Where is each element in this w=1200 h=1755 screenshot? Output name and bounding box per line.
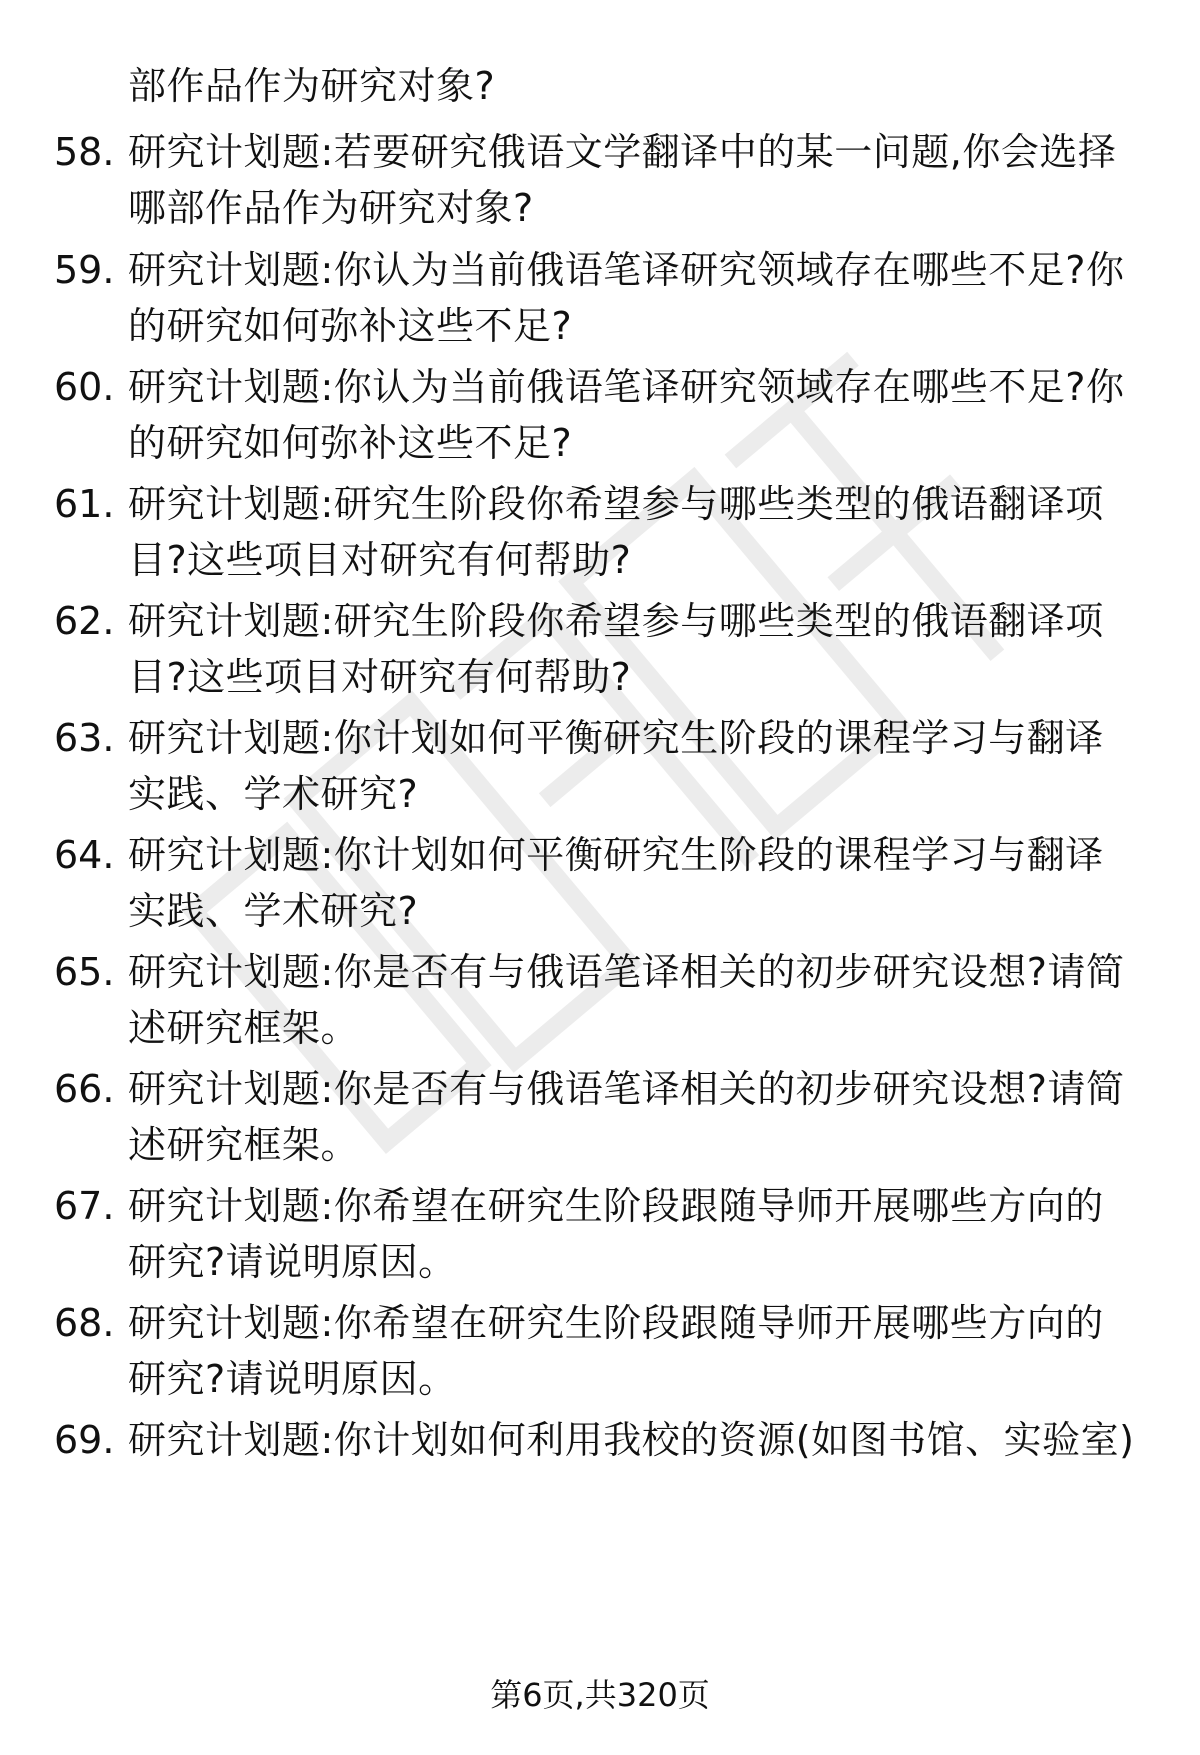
question-number: 69. (54, 1418, 115, 1462)
question-text: 研究计划题:你希望在研究生阶段跟随导师开展哪些方向的研究?请说明原因。 (128, 1184, 1104, 1284)
question-text: 研究计划题:若要研究俄语文学翻译中的某一问题,你会选择哪部作品作为研究对象? (128, 130, 1117, 230)
question-text: 部作品作为研究对象? (128, 64, 496, 108)
question-text: 研究计划题:你计划如何平衡研究生阶段的课程学习与翻译实践、学术研究? (128, 833, 1104, 933)
question-number: 61. (54, 482, 115, 526)
question-text: 研究计划题:你计划如何平衡研究生阶段的课程学习与翻译实践、学术研究? (128, 716, 1104, 816)
question-number: 64. (54, 833, 115, 877)
question-text: 研究计划题:你是否有与俄语笔译相关的初步研究设想?请简述研究框架。 (128, 1067, 1125, 1167)
question-number: 67. (54, 1184, 115, 1228)
question-text: 研究计划题:研究生阶段你希望参与哪些类型的俄语翻译项目?这些项目对研究有何帮助? (128, 599, 1104, 699)
question-text: 研究计划题:研究生阶段你希望参与哪些类型的俄语翻译项目?这些项目对研究有何帮助? (128, 482, 1104, 582)
question-number: 60. (54, 365, 115, 409)
page-footer: 第6页,共320页 (490, 1676, 710, 1714)
question-number: 65. (54, 950, 115, 994)
question-number: 63. (54, 716, 115, 760)
question-number: 66. (54, 1067, 115, 1111)
question-text: 研究计划题:你认为当前俄语笔译研究领域存在哪些不足?你的研究如何弥补这些不足? (128, 248, 1125, 348)
question-number: 68. (54, 1301, 115, 1345)
question-number: 58. (54, 130, 115, 174)
question-text: 研究计划题:你计划如何利用我校的资源(如图书馆、实验室) (128, 1418, 1135, 1462)
question-text: 研究计划题:你是否有与俄语笔译相关的初步研究设想?请简述研究框架。 (128, 950, 1125, 1050)
question-number: 62. (54, 599, 115, 643)
question-text: 研究计划题:你希望在研究生阶段跟随导师开展哪些方向的研究?请说明原因。 (128, 1301, 1104, 1401)
question-number: 59. (54, 248, 115, 292)
question-text: 研究计划题:你认为当前俄语笔译研究领域存在哪些不足?你的研究如何弥补这些不足? (128, 365, 1125, 465)
